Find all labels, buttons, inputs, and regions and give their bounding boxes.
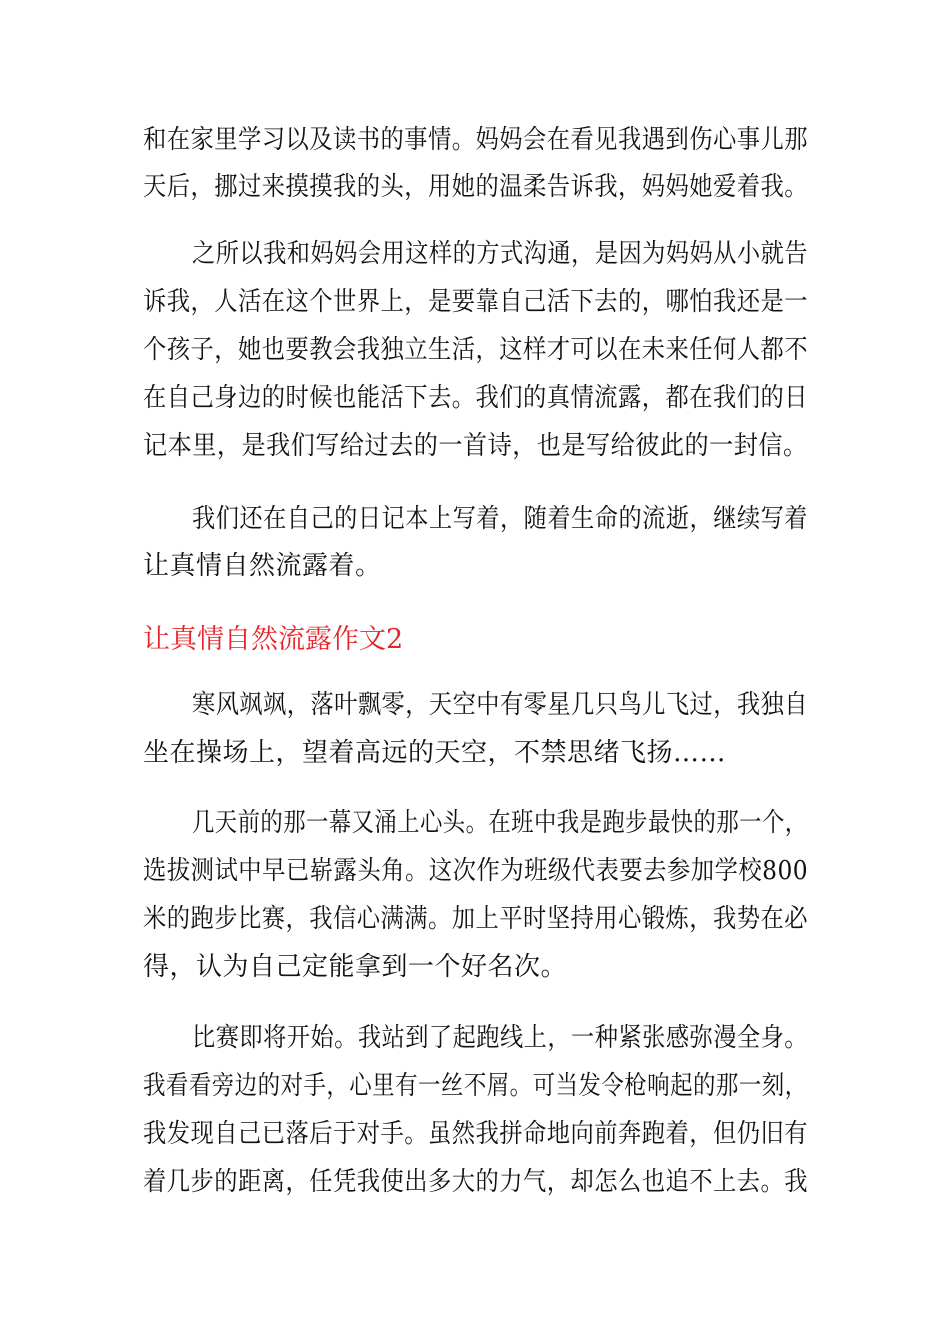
paragraph-1-line-2: 天后，挪过来摸摸我的头，用她的温柔告诉我，妈妈她爱着我。 xyxy=(143,172,808,202)
paragraph-6-line-4: 着几步的距离，任凭我使出多大的力气，却怎么也追不上去。我 xyxy=(143,1167,808,1197)
paragraph-6-line-3: 我发现自己已落后于对手。虽然我拼命地向前奔跑着，但仍旧有 xyxy=(143,1119,808,1149)
paragraph-4-line-2: 坐在操场上，望着高远的天空，不禁思绪飞扬…… xyxy=(143,738,727,768)
paragraph-4-line-1: 寒风飒飒，落叶飘零，天空中有零星几只鸟儿飞过，我独自 xyxy=(192,690,808,720)
section-heading: 让真情自然流露作文2 xyxy=(143,624,404,655)
paragraph-5-line-4: 得，认为自己定能拿到一个好名次。 xyxy=(143,952,568,982)
paragraph-5-line-2: 选拔测试中早已崭露头角。这次作为班级代表要去参加学校800 xyxy=(143,856,809,886)
paragraph-2-line-3: 个孩子，她也要教会我独立生活，这样才可以在未来任何人都不 xyxy=(143,335,808,365)
paragraph-3-line-2: 让真情自然流露着。 xyxy=(143,551,382,581)
paragraph-1-line-1: 和在家里学习以及读书的事情。妈妈会在看见我遇到伤心事儿那 xyxy=(143,125,808,155)
paragraph-2-line-4: 在自己身边的时候也能活下去。我们的真情流露，都在我们的日 xyxy=(143,383,808,413)
paragraph-6-line-2: 我看看旁边的对手，心里有一丝不屑。可当发令枪响起的那一刻， xyxy=(143,1071,808,1101)
paragraph-2-line-2: 诉我，人活在这个世界上，是要靠自己活下去的，哪怕我还是一 xyxy=(143,287,808,317)
paragraph-5-line-3: 米的跑步比赛，我信心满满。加上平时坚持用心锻炼，我势在必 xyxy=(143,904,808,934)
paragraph-3-line-1: 我们还在自己的日记本上写着，随着生命的流逝，继续写着 xyxy=(192,504,808,534)
paragraph-2-line-1: 之所以我和妈妈会用这样的方式沟通，是因为妈妈从小就告 xyxy=(192,239,808,269)
paragraph-2-line-5: 记本里，是我们写给过去的一首诗，也是写给彼此的一封信。 xyxy=(143,431,808,461)
paragraph-6-line-1: 比赛即将开始。我站到了起跑线上，一种紧张感弥漫全身。 xyxy=(192,1023,808,1053)
paragraph-5-line-1: 几天前的那一幕又涌上心头。在班中我是跑步最快的那一个， xyxy=(192,808,808,838)
